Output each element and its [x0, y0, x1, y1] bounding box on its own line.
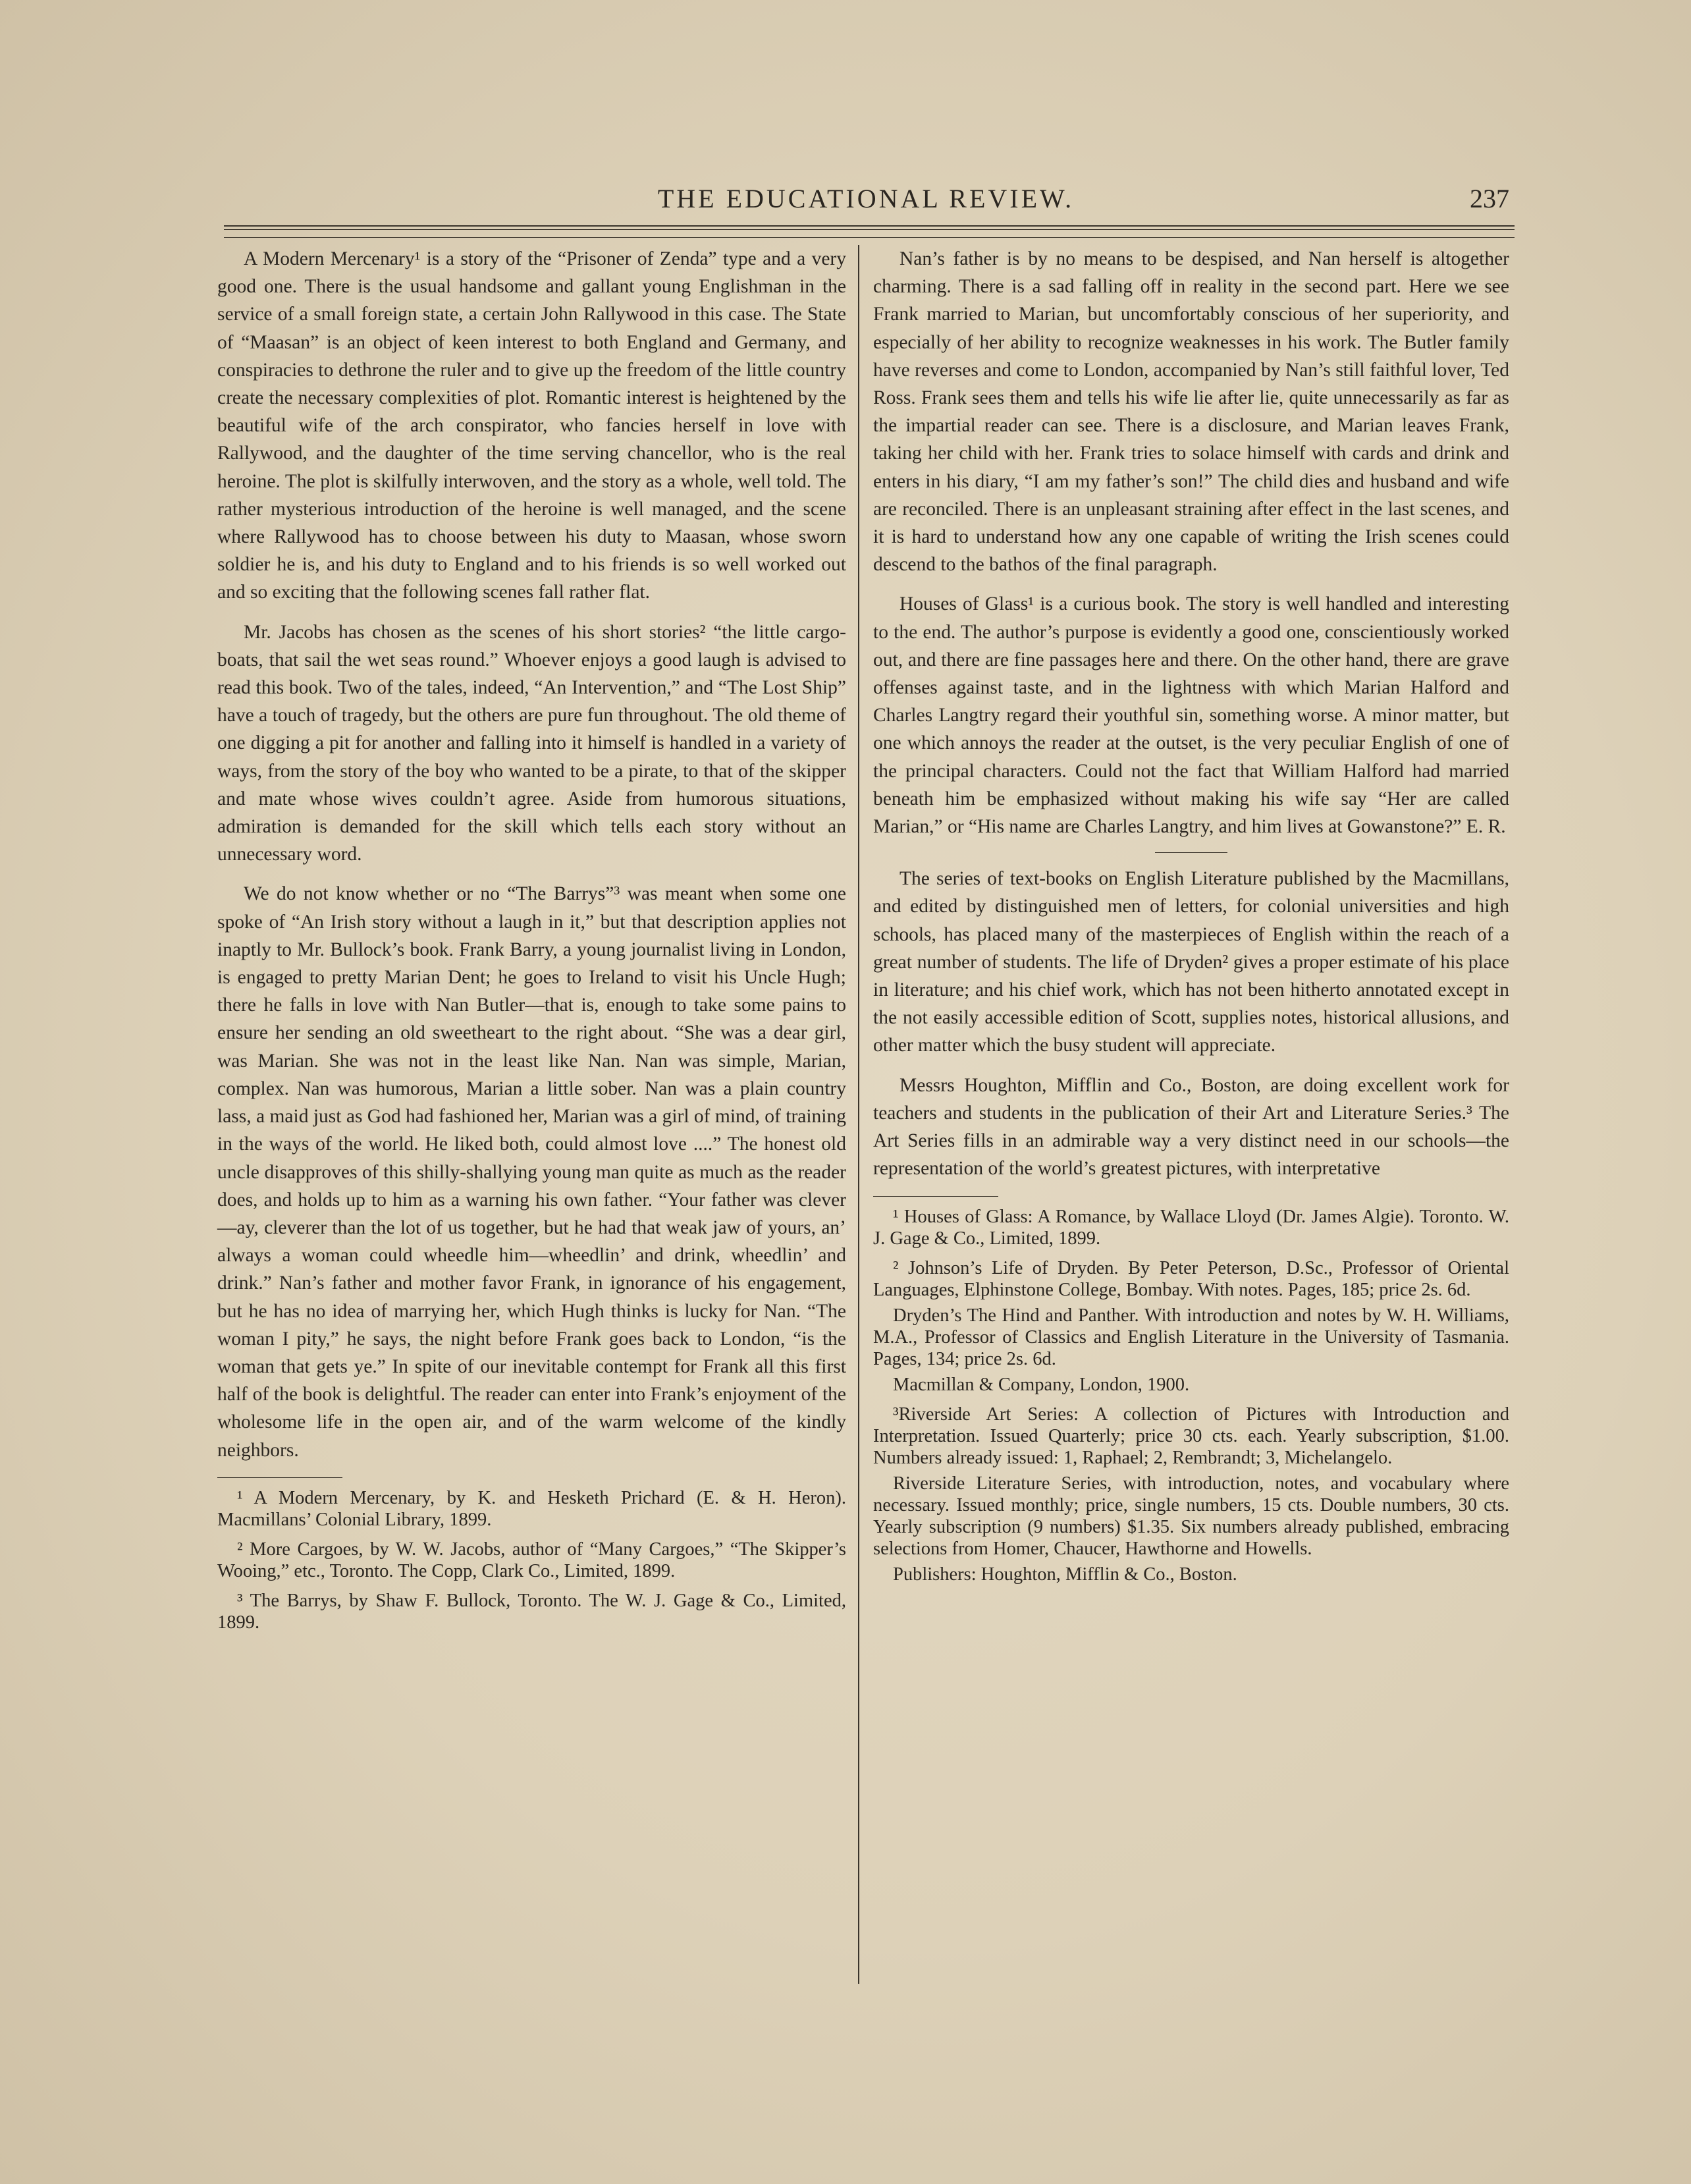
page-number: 237	[1470, 184, 1509, 213]
footnote-2-dryden: Dryden’s The Hind and Panther. With introduction and notes by W. H. Williams, M.A., Professor of Classics and English Literature in the University of Tasmania. Pages, 134; price 2s. 6d.	[873, 1305, 1509, 1369]
footnote-1: ¹ Houses of Glass: A Romance, by Wallace Lloyd (Dr. James Algie). Toronto. W. J. Gage & Co., Limited, 1899.	[873, 1206, 1509, 1249]
footnote-rule	[873, 1196, 998, 1197]
footnote-3-literature: Riverside Literature Series, with introduction, notes, and vocabulary where necessary. Issued monthly; price, single numbers, 15 cts. Double numbers, 30 cts. Yearly subscription (9 numbers) $1.35. Six numbers already published, embracing selections from Homer, Chaucer, Hawthorne and Howells.	[873, 1473, 1509, 1559]
page-header	[217, 177, 1515, 223]
header-rule	[224, 237, 1515, 238]
review-the-barrys-continued: Nan’s father is by no means to be despised, and Nan herself is altogether charming. There is a sad falling off in reality in the second part. Here we see Frank married to Marian, but uncomfortably conscious of her superiority, and especially of her ability to recognize weaknesses in his work. The Butler family have reverses and come to London, accompanied by Nan’s still faithful lover, Ted Ross. Frank sees them and tells his wife lie after lie, quite unnecessarily as far as the impartial reader can see. There is a disclosure, and Marian leaves Frank, taking her child with her. Frank tries to solace himself with cards and drink and enters in his diary, “I am my father’s son!” The child dies and husband and wife are reconciled. There is an unpleasant straining after effect in the last scenes, and it is hard to understand how any one capable of writing the Irish scenes could descend to the bathos of the final paragraph.	[873, 248, 1509, 576]
footnote-rule	[217, 1477, 342, 1478]
review-macmillan-series: The series of text-books on English Literature published by the Macmillans, and edited by distinguished men of letters, for colonial universities and high schools, has placed many of the masterpieces of English within the reach of a great number of students. The life of Dryden² gives a proper estimate of his place in literature; and his chief work, which has not been hitherto annotated except in the not easily accessible edition of Scott, supplies notes, historical allusions, and other matter which the busy student will appreciate.	[873, 868, 1509, 1056]
review-the-barrys: We do not know whether or no “The Barrys”³ was meant when some one spoke of “An Irish story without a laugh in it,” but that description applies not inaptly to Mr. Bullock’s book. Frank Barry, a young journalist living in London, is engaged to pretty Marian Dent; he goes to Ireland to visit his Uncle Hugh; there he falls in love with Nan Butler—that is, enough to take some pains to ensure her sending an old sweetheart to the right about. “She was a dear girl, was Marian. She was not in the least like Nan. Nan was simple, Marian, complex. Nan was humorous, Marian a little sober. Nan was a plain country lass, a maid just as God had fashioned her, Marian was a girl of mind, of training in the ways of the world. He liked both, could almost love ....” The honest old uncle disapproves of this shilly-shallying young man quite as much as the reader does, and holds up to him as a warning his own father. “Your father was clever—ay, cleverer than the lot of us together, but he had that weak jaw of yours, an’ always a woman could wheedle him—wheedlin’ and drink, wheedlin’ and drink.” Nan’s father and mother favor Frank, in ignorance of his engagement, but he has no idea of marrying her, which Hugh thinks is lucky for Nan. “The woman I pity,” he says, the night before Frank goes back to London, “is the woman that gets ye.” In spite of our inevitable contempt for Frank all this first half of the book is delightful. The reader can enter into Frank’s enjoyment of the wholesome life in the open air, and of the warm welcome of the kindly neighbors.	[217, 883, 846, 1461]
review-more-cargoes: Mr. Jacobs has chosen as the scenes of his short stories² “the little cargo-boats, that sail the wet seas round.” Whoever enjoys a good laugh is advised to read this book. Two of the tales, indeed, “An Intervention,” and “The Lost Ship” have a touch of tragedy, but the others are pure fun throughout. The old theme of one digging a pit for another and falling into it himself is handled in a variety of ways, from the story of the boy who wanted to be a pirate, to that of the skipper and mate whose wives couldn’t agree. Aside from humorous situations, admiration is demanded for the skill which tells each story without an unnecessary word.	[217, 621, 846, 865]
header-double-rule	[224, 225, 1515, 230]
review-modern-mercenary: A Modern Mercenary¹ is a story of the “Prisoner of Zenda” type and a very good one. There is the usual handsome and gallant young Englishman in the service of a small foreign state, a certain John Rallywood in this case. The State of “Maasan” is an object of keen interest to both England and Germany, and conspiracies to dethrone the ruler and to give up the freedom of the little country create the necessary complexities of plot. Romantic interest is heightened by the beautiful wife of the arch conspirator, who fancies herself in love with Rallywood, and the daughter of the time serving chancellor, who is the real heroine. The plot is skilfully interwoven, and the story as a whole, well told. The rather mysterious introduction of the heroine is well managed, and the scene where Rallywood has to choose between his duty to Maasan, whose sworn soldier he is, and his duty to England and to his friends is so well worked out and so exciting that the following scenes fall rather flat.	[217, 248, 846, 603]
footnote-2-publisher: Macmillan & Company, London, 1900.	[893, 1374, 1190, 1395]
left-column	[217, 245, 846, 1641]
footnote-3: ³Riverside Art Series: A collection of Pictures with Introduction and Interpretation. Issued Quarterly; price 30 cts. each. Yearly subscription, $1.00. Numbers already issued: 1, Raphael; 2, Rembrandt; 3, Michelangelo.	[873, 1404, 1509, 1468]
footnote-1: ¹ A Modern Mercenary, by K. and Hesketh Prichard (E. & H. Heron). Macmillans’ Colonial Library, 1899.	[217, 1487, 846, 1530]
right-column	[873, 245, 1509, 1593]
footnote-2: ² More Cargoes, by W. W. Jacobs, author of “Many Cargoes,” “The Skipper’s Wooing,” etc., Toronto. The Copp, Clark Co., Limited, 1899.	[217, 1539, 846, 1581]
running-title: THE EDUCATIONAL REVIEW.	[657, 184, 1075, 213]
footnote-3-publishers: Publishers: Houghton, Mifflin & Co., Boston.	[893, 1564, 1237, 1585]
section-separator	[1155, 852, 1227, 853]
review-houses-of-glass: Houses of Glass¹ is a curious book. The story is well handled and interesting to the end. The author’s purpose is evidently a good one, conscientiously worked out, and there are fine passages here and there. On the other hand, there are grave offenses against taste, and in the lightness with which Marian Halford and Charles Langtry regard their youthful sin, something worse. A minor matter, but one which annoys the reader at the outset, is the very peculiar English of one of the principal characters. Could not the fact that William Halford had married beneath him be emphasized without making his wife say “Her are called Marian,” or “His name are Charles Langtry, and him lives at Gowanstone?” E. R.	[873, 593, 1509, 838]
review-houghton-mifflin: Messrs Houghton, Mifflin and Co., Boston, are doing excellent work for teachers and students in the publication of their Art and Literature Series.³ The Art Series fills in an admirable way a very distinct need in our schools—the representation of the world’s greatest pictures, with interpretative	[873, 1074, 1509, 1180]
column-divider	[858, 245, 859, 1984]
footnote-3: ³ The Barrys, by Shaw F. Bullock, Toronto. The W. J. Gage & Co., Limited, 1899.	[217, 1590, 846, 1633]
footnote-2: ² Johnson’s Life of Dryden. By Peter Peterson, D.Sc., Professor of Oriental Languages, Elphinstone College, Bombay. With notes. Pages, 185; price 2s. 6d.	[873, 1257, 1509, 1300]
